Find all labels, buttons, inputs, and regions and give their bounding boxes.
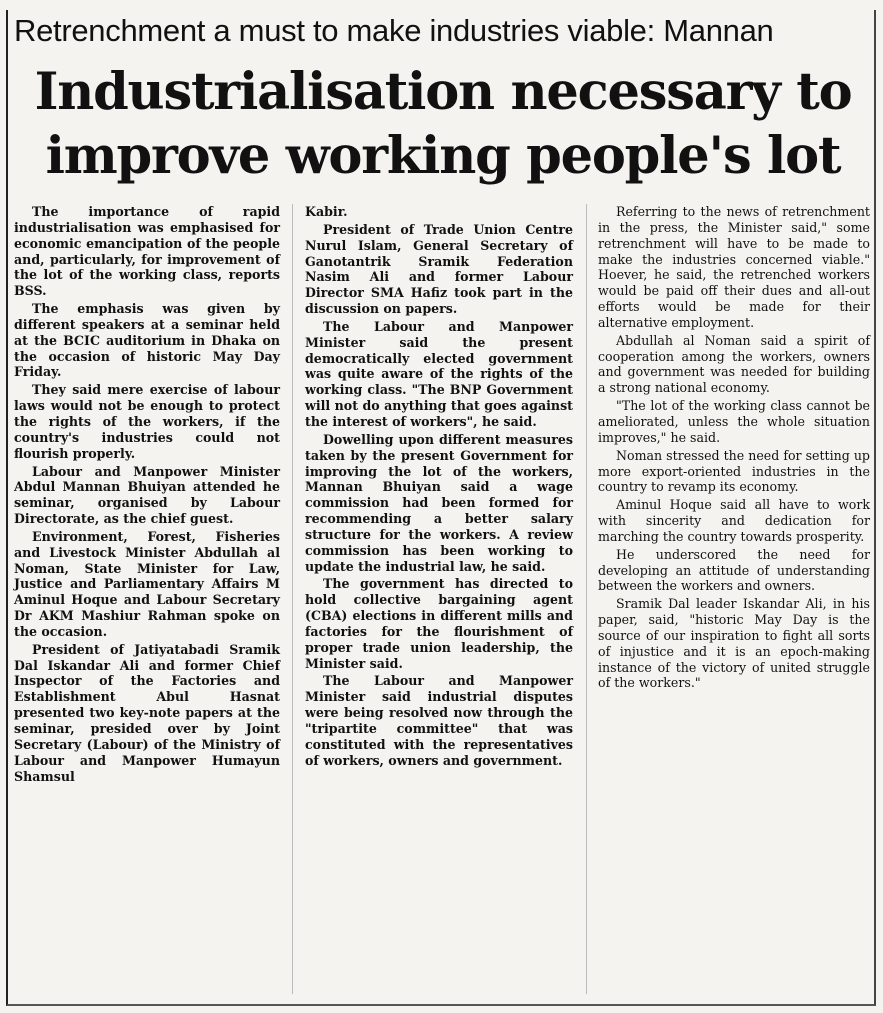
paragraph: The Labour and Manpower Minister said industrial disputes were being resolved now through the "tripartite committee" that was constituted with the representatives of workers, owners and government. [305, 673, 573, 768]
article-column-2 [305, 204, 573, 771]
kicker-headline: Retrenchment a must to make industries viable: Mannan [14, 13, 774, 48]
paragraph: Referring to the news of retrenchment in the press, the Minister said," some retrenchment will have to be made to make the industries concerned viable." Hoever, he said, the retrenched workers would be paid off their dues and all-out efforts would be made for their alternative employment. [598, 204, 870, 330]
paragraph: Labour and Manpower Minister Abdul Mannan Bhuiyan attended he seminar, organised by Labour Directorate, as the chief guest. [14, 463, 280, 527]
paragraph: He underscored the need for developing an attitude of understanding between the workers and owners. [598, 546, 870, 594]
paragraph: Dowelling upon different measures taken by the present Government for improving the lot of the workers, Mannan Bhuiyan said a wage commission had been formed for recommending a better salary structure for the workers. A review commission has been working to update the industrial law, he said. [305, 431, 573, 574]
paragraph: The Labour and Manpower Minister said the present democratically elected government was quite aware of the rights of the working class. "The BNP Government will not do anything that goes against the interest of workers", he said. [305, 318, 573, 429]
headline-line-1: Industrialisation necessary to [34, 62, 852, 122]
column-divider [586, 204, 587, 994]
paragraph: They said mere exercise of labour laws would not be enough to protect the rights of the workers, if the country's industries could not flourish properly. [14, 382, 280, 461]
column-divider [292, 204, 293, 994]
paragraph: The government has directed to hold collective bargaining agent (CBA) elections in different mills and factories for the flourishment of proper trade union leadership, the Minister said. [305, 576, 573, 671]
paragraph: The emphasis was given by different speakers at a seminar held at the BCIC auditorium in Dhaka on the occasion of historic May Day Friday. [14, 301, 280, 380]
paragraph: Aminul Hoque said all have to work with sincerity and dedication for marching the country towards prosperity. [598, 497, 870, 544]
paragraph: President of Trade Union Centre Nurul Islam, General Secretary of Ganotantrik Sramik Federation Nasim Ali and former Labour Director SMA Hafiz took part in the discussion on papers. [305, 221, 573, 317]
paragraph: "The lot of the working class cannot be ameliorated, unless the whole situation improves," he said. [598, 398, 870, 445]
article-column-1 [14, 204, 280, 786]
paragraph-continuation: Kabir. [305, 204, 348, 219]
paragraph: The importance of rapid industrialisation was emphasised for economic emancipation of the people and, particularly, for improvement of the lot of the working class, reports BSS. [14, 204, 280, 299]
paragraph: Sramik Dal leader Iskandar Ali, in his paper, said, "historic May Day is the source of our inspiration to fight all sorts of injustice and it is an epoch-making instance of the victory of united struggle of the workers." [598, 596, 870, 691]
headline-line-2: improve working people's lot [45, 126, 841, 186]
article-column-3 [598, 204, 870, 693]
paragraph: Noman stressed the need for setting up more export-oriented industries in the country to revamp its economy. [598, 447, 870, 495]
paragraph: Environment, Forest, Fisheries and Livestock Minister Abdullah al Noman, State Minister for Law, Justice and Parliamentary Affairs M Aminul Hoque and Labour Secretary Dr AKM Mashiur Rahman spoke on the occasion. [14, 528, 280, 639]
paragraph: President of Jatiyatabadi Sramik Dal Iskandar Ali and former Chief Inspector of the Factories and Establishment Abul Hasnat presented two key-note papers at the seminar, presided over by Joint Secretary (Labour) of the Ministry of Labour and Manpower Humayun Shamsul [14, 641, 280, 784]
main-headline [10, 60, 876, 188]
paragraph: Abdullah al Noman said a spirit of cooperation among the workers, owners and government was needed for building a strong national economy. [598, 332, 870, 396]
